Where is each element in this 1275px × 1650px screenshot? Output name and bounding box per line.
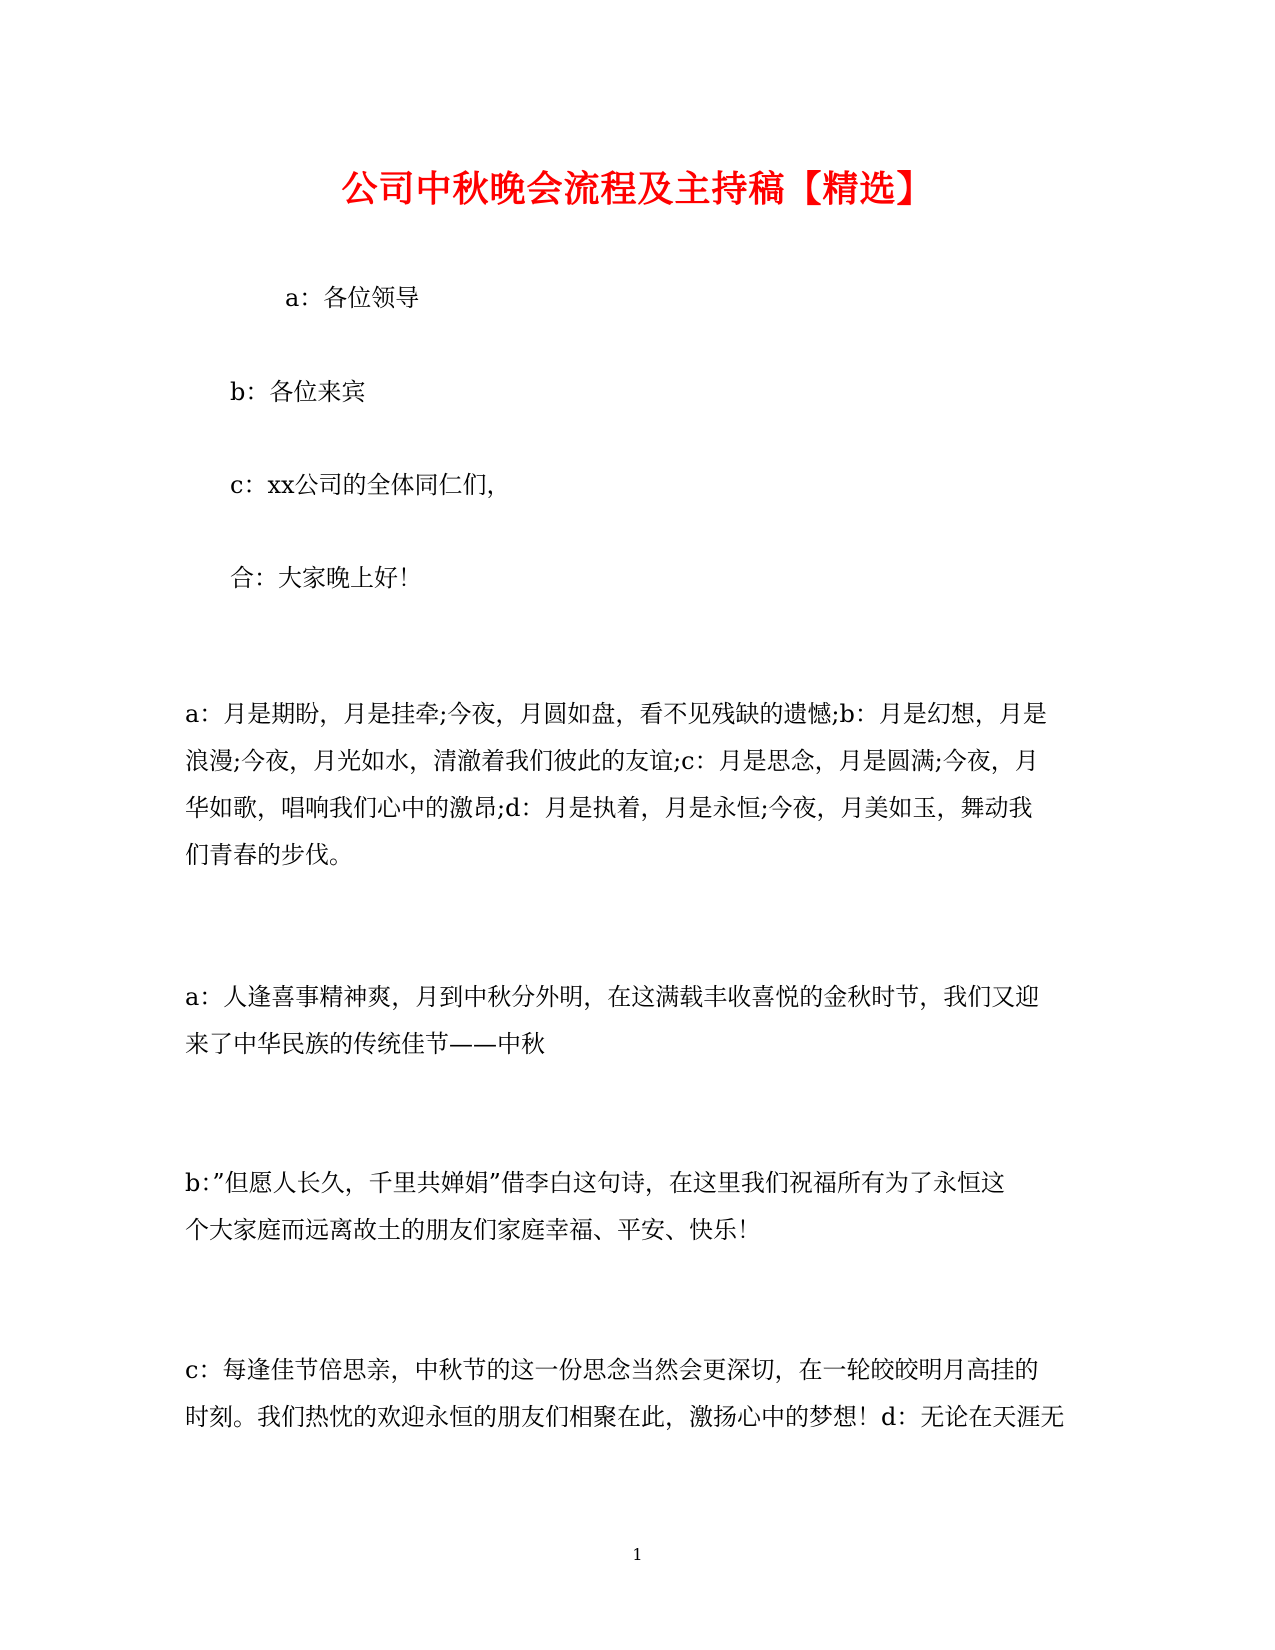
greeting-line-c: c：xx公司的全体同仁们， [230,471,511,499]
page-number: 1 [632,1545,643,1564]
paragraph-line: 浪漫;今夜，月光如水，清澈着我们彼此的友谊;c：月是思念，月是圆满;今夜，月 [185,747,1039,775]
greeting-line-a: a：各位领导 [285,284,420,312]
greeting-line-b: b：各位来宾 [230,378,366,406]
paragraph-line: 个大家庭而远离故土的朋友们家庭幸福、平安、快乐！ [185,1216,761,1244]
paragraph-line: 华如歌，唱响我们心中的激昂;d：月是执着，月是永恒;今夜，月美如玉，舞动我 [185,794,1033,822]
paragraph-line: 来了中华民族的传统佳节——中秋 [185,1030,545,1058]
paragraph-2 [185,974,1085,1068]
paragraph-line: 时刻。我们热忱的欢迎永恒的朋友们相聚在此，激扬心中的梦想！d：无论在天涯无 [185,1403,1065,1431]
paragraph-line: a：人逢喜事精神爽，月到中秋分外明，在这满载丰收喜悦的金秋时节，我们又迎 [185,983,1040,1011]
greeting-line-together: 合：大家晚上好！ [230,564,422,592]
paragraph-line: b：”但愿人长久，千里共婵娟”借李白这句诗，在这里我们祝福所有为了永恒这 [185,1169,1005,1197]
paragraph-4 [185,1347,1085,1441]
paragraph-line: c：每逢佳节倍思亲，中秋节的这一份思念当然会更深切，在一轮皎皎明月高挂的 [185,1356,1039,1384]
paragraph-1 [185,691,1085,879]
paragraph-line: 们青春的步伐。 [185,841,353,869]
paragraph-3 [185,1160,1085,1254]
paragraph-line: a：月是期盼，月是挂牵;今夜，月圆如盘，看不见残缺的遗憾;b：月是幻想，月是 [185,700,1047,728]
document-title: 公司中秋晚会流程及主持稿【精选】 [341,168,934,210]
